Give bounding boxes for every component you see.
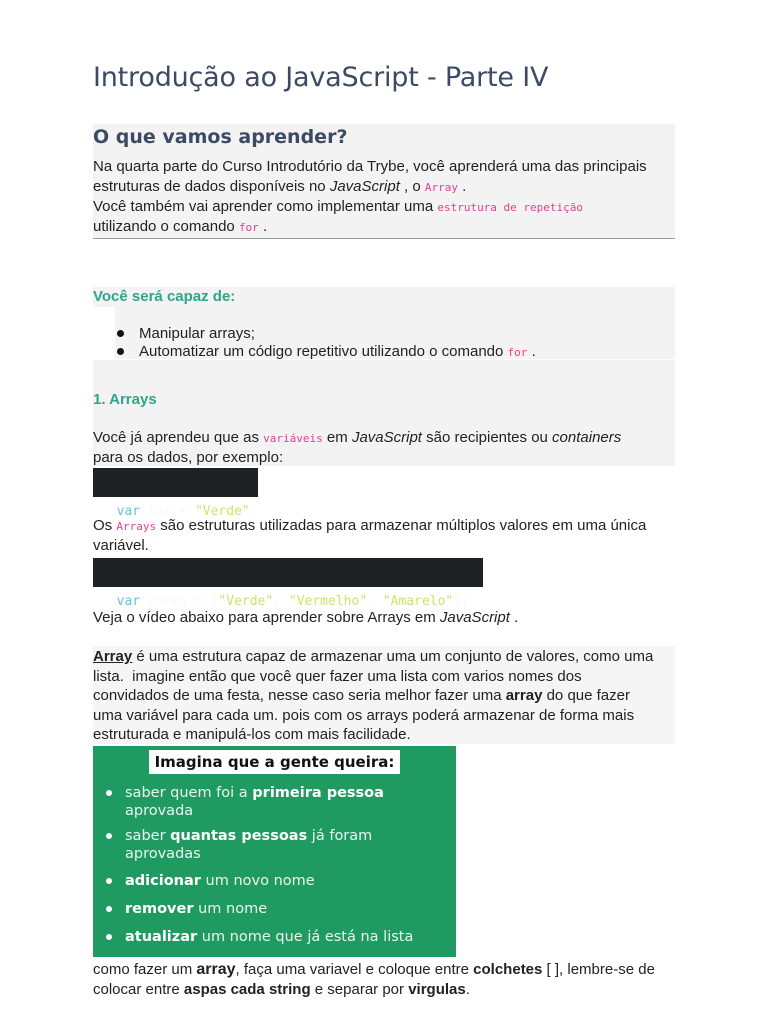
arrays-para-2 xyxy=(93,516,646,537)
intro-text: Você também vai aprender como implementar uma xyxy=(93,198,438,215)
para-text: e separar por xyxy=(310,981,409,998)
list-item-text: Automatizar um código repetitivo utilizando o comando xyxy=(139,343,508,360)
panel-text-bold: atualizar xyxy=(125,929,198,945)
arrays-para-1b: para os dados, por exemplo: xyxy=(93,449,284,466)
para-text-italic: JavaScript xyxy=(351,429,422,446)
para-text: Veja o vídeo abaixo para aprender sobre Arrays em xyxy=(93,609,440,626)
list-item xyxy=(93,325,536,343)
code-string: "Verde" xyxy=(218,594,274,609)
code-keyword: var xyxy=(116,504,141,519)
inline-code-for: for xyxy=(238,221,259,234)
panel-text: um nome que já está na lista xyxy=(197,929,414,945)
bullet-icon xyxy=(106,878,112,884)
para-text: são recipientes ou xyxy=(421,429,553,446)
inline-code-for: for xyxy=(507,346,528,359)
arrays-para-2b: variável. xyxy=(93,537,149,554)
list-item-text: . xyxy=(527,343,536,360)
panel-text: saber quem foi a xyxy=(125,785,253,801)
code-block-cores xyxy=(93,558,483,609)
para-text-bold: array xyxy=(196,961,236,978)
final-line-2 xyxy=(93,980,470,1000)
bullet-icon xyxy=(106,833,112,839)
array-def-line-4: uma variável para cada um. pois com os arrays poderá armazenar de forma mais xyxy=(93,707,635,724)
inline-code-arrays: Arrays xyxy=(116,520,157,533)
intro-text: Na quarta parte do Curso Introdutório da Trybe, você aprenderá uma das principais xyxy=(93,158,647,175)
bullet-icon xyxy=(117,348,124,355)
code-text: , xyxy=(367,594,383,609)
panel-text: um nome xyxy=(193,901,268,917)
para-text: Você já aprendeu que as xyxy=(93,429,264,446)
code-string: "Amarelo" xyxy=(382,594,454,609)
para-text-bold: aspas cada string xyxy=(183,981,311,998)
array-def-line-1 xyxy=(93,647,653,667)
panel-text: já foram xyxy=(307,828,373,844)
para-text-italic: containers xyxy=(552,429,622,446)
para-text: como fazer um xyxy=(93,961,197,978)
para-text: colocar entre xyxy=(93,981,184,998)
arrays-heading: 1. Arrays xyxy=(93,391,157,408)
panel-item xyxy=(93,784,413,820)
panel-text-bold: adicionar xyxy=(125,873,201,889)
page-title: Introdução ao JavaScript - Parte IV xyxy=(93,62,549,93)
array-term: Array xyxy=(93,648,133,665)
para-text: . xyxy=(509,609,519,626)
array-def-line-2: lista. imagine então que você quer fazer uma lista com varios nomes dos xyxy=(93,668,582,685)
para-text-italic: JavaScript xyxy=(439,609,510,626)
code-text: ]; xyxy=(453,594,469,609)
array-def-line-5: estruturada e manipulá-los com mais facilidade. xyxy=(93,726,411,743)
para-text: , faça uma variavel e coloque entre xyxy=(235,961,474,978)
panel-text-bold: primeira pessoa xyxy=(252,785,384,801)
inline-code-array: Array xyxy=(424,181,458,194)
panel-text: aprovada xyxy=(125,803,194,819)
intro-heading: O que vamos aprender? xyxy=(93,126,348,148)
panel-item xyxy=(93,928,413,946)
para-text: em xyxy=(322,429,352,446)
para-text-bold: array xyxy=(505,687,543,704)
intro-text: . xyxy=(458,178,467,195)
capable-heading: Você será capaz de: xyxy=(93,288,236,305)
para-text-bold: virgulas xyxy=(408,981,466,998)
intro-line-1 xyxy=(93,157,647,177)
intro-text: . xyxy=(258,218,268,235)
code-string: "Verde" xyxy=(194,504,250,519)
bullet-icon xyxy=(106,790,112,796)
code-text: , xyxy=(273,594,289,609)
intro-line-4 xyxy=(93,217,267,238)
inline-code-variaveis: variáveis xyxy=(263,432,323,445)
panel-item xyxy=(93,900,413,918)
intro-text: utilizando o comando xyxy=(93,218,239,235)
panel-text-bold: remover xyxy=(125,901,194,917)
code-text: ; xyxy=(249,504,258,519)
panel-item xyxy=(93,872,413,890)
code-string: "Vermelho" xyxy=(288,594,368,609)
bullet-icon xyxy=(106,934,112,940)
panel-title xyxy=(93,750,456,774)
para-text: [ ], lembre-se de xyxy=(542,961,655,978)
para-text: são estruturas utilizadas para armazenar múltiplos valores em uma única xyxy=(156,517,647,534)
panel-text: aprovadas xyxy=(125,846,201,862)
panel-title-text: Imagina que a gente queira: xyxy=(149,750,401,774)
intro-text: , o xyxy=(399,178,425,195)
panel-list xyxy=(93,784,413,946)
para-text: convidados de uma festa, nesse caso seria melhor fazer uma xyxy=(93,687,506,704)
inline-code-loop: estrutura de repetição xyxy=(437,201,584,214)
code-keyword: var xyxy=(116,594,141,609)
intro-line-3 xyxy=(93,197,583,218)
section-divider xyxy=(93,238,675,239)
array-def-line-3 xyxy=(93,686,630,706)
arrays-para-1 xyxy=(93,428,621,449)
bullet-icon xyxy=(106,906,112,912)
panel-text: saber xyxy=(125,828,171,844)
intro-text: estruturas de dados disponíveis no xyxy=(93,178,330,195)
intro-text-italic: JavaScript xyxy=(329,178,400,195)
para-text: é uma estrutura capaz de armazenar uma um conjunto de valores, como uma xyxy=(132,648,654,665)
intro-line-2 xyxy=(93,177,466,198)
code-text: cor = xyxy=(140,504,195,519)
code-block-cor xyxy=(93,468,258,519)
arrays-para-3 xyxy=(93,608,518,628)
para-text: . xyxy=(465,981,470,998)
panel-text-bold: quantas pessoas xyxy=(170,828,308,844)
illustration-panel xyxy=(93,746,456,957)
para-text: Os xyxy=(93,517,117,534)
para-text-bold: colchetes xyxy=(473,961,543,978)
capable-list xyxy=(93,325,536,362)
panel-item xyxy=(93,827,413,863)
list-item-text: Manipular arrays; xyxy=(139,325,255,342)
bullet-icon xyxy=(117,330,124,337)
final-line-1 xyxy=(93,960,655,980)
para-text: do que fazer xyxy=(542,687,630,704)
code-text: cores = [ xyxy=(140,594,219,609)
panel-text: um novo nome xyxy=(200,873,315,889)
